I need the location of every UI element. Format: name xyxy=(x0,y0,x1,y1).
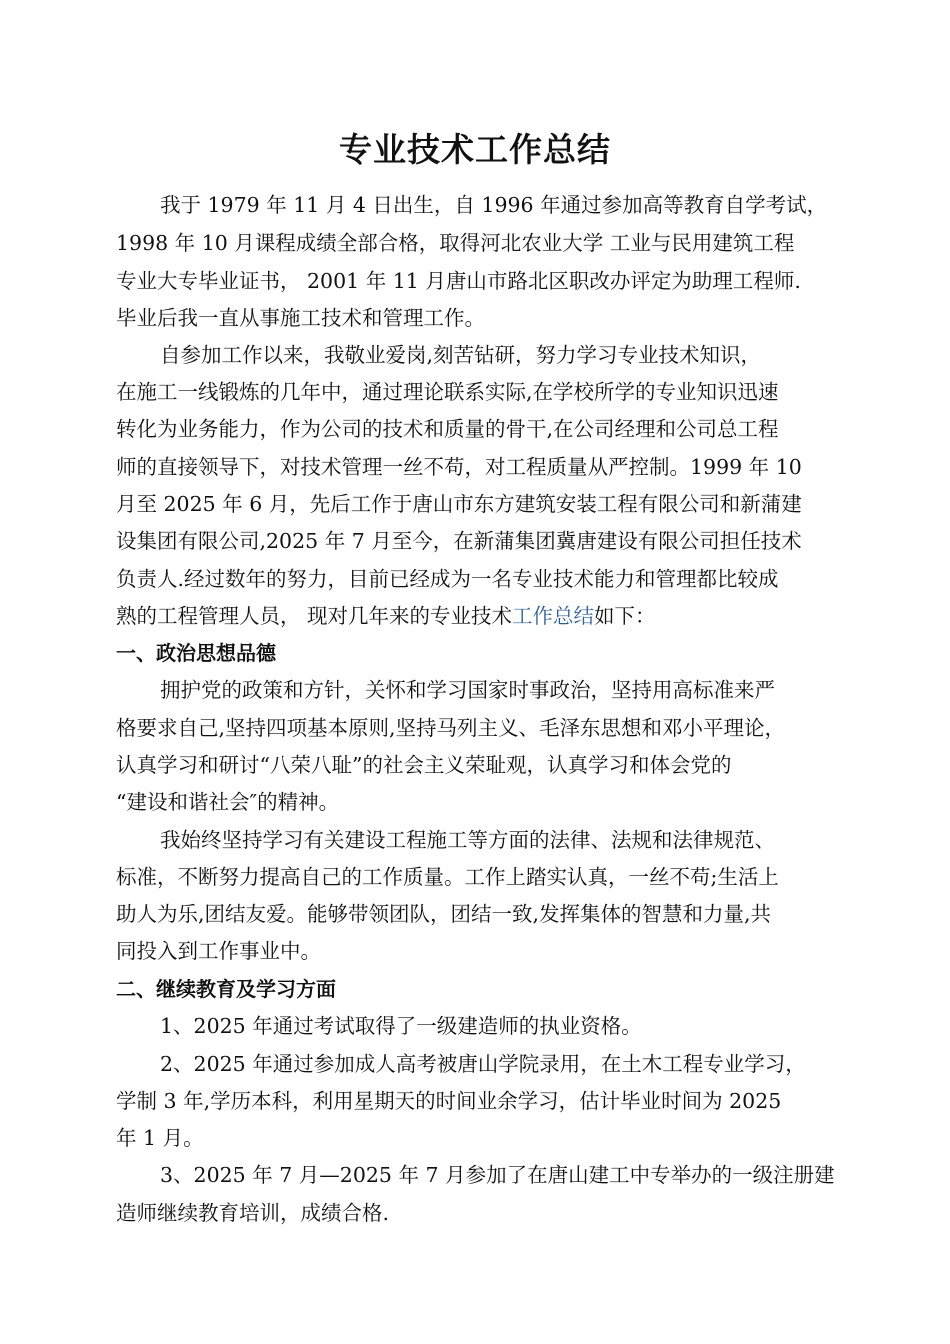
paragraph-line: 我始终坚持学习有关建设工程施工等方面的法律、法规和法律规范、 xyxy=(160,828,775,852)
list-item: 2、2025 年通过参加成人高考被唐山学院录用，在土木工程专业学习， xyxy=(160,1052,806,1076)
work-summary-link[interactable]: 工作总结 xyxy=(512,604,595,628)
paragraph-line: 毕业后我一直从事施工技术和管理工作。 xyxy=(116,306,485,330)
paragraph-line: 格要求自己,坚持四项基本原则,坚持马列主义、毛泽东思想和邓小平理论， xyxy=(116,716,786,740)
paragraph-line: 认真学习和研讨“八荣八耻”的社会主义荣耻观，认真学习和体会党的 xyxy=(116,753,732,777)
paragraph-line xyxy=(116,601,856,631)
paragraph-line: 转化为业务能力，作为公司的技术和质量的骨干,在公司经理和公司总工程 xyxy=(116,417,779,441)
paragraph-line: 专业大专毕业证书， 2001 年 11 月唐山市路北区职改办评定为助理工程师. xyxy=(116,269,801,293)
section-heading: 一、政治思想品德 xyxy=(116,641,276,665)
list-item-continued: 学制 3 年,学历本科，利用星期天的时间业余学习，估计毕业时间为 2025 xyxy=(116,1089,782,1113)
paragraph-line: 助人为乐,团结友爱。能够带领团队，团结一致,发挥集体的智慧和力量,共 xyxy=(116,902,772,926)
paragraph-line: 自参加工作以来，我敬业爱岗,刻苦钻研，努力学习专业技术知识， xyxy=(160,343,762,367)
section-heading: 二、继续教育及学习方面 xyxy=(116,977,336,1001)
paragraph-text: 熟的工程管理人员， 现对几年来的专业技术 xyxy=(116,604,513,628)
list-item-continued: 年 1 月。 xyxy=(116,1126,204,1150)
paragraph-line: 在施工一线锻炼的几年中，通过理论联系实际,在学校所学的专业知识迅速 xyxy=(116,380,779,404)
page-title: 专业技术工作总结 xyxy=(339,130,611,169)
paragraph-line: 1998 年 10 月课程成绩全部合格，取得河北农业大学 工业与民用建筑工程 xyxy=(116,231,795,255)
paragraph-text: 如下： xyxy=(594,604,656,628)
paragraph-line: “建设和谐社会″的精神。 xyxy=(116,790,340,814)
paragraph-line: 设集团有限公司,2025 年 7 月至今，在新蒲集团冀唐建设有限公司担任技术 xyxy=(116,529,802,553)
list-item-continued: 造师继续教育培训，成绩合格. xyxy=(116,1201,390,1225)
list-item: 1、2025 年通过考试取得了一级建造师的执业资格。 xyxy=(160,1014,642,1038)
paragraph-line: 我于 1979 年 11 月 4 日出生，自 1996 年通过参加高等教育自学考试， xyxy=(160,193,828,217)
paragraph-line: 同投入到工作事业中。 xyxy=(116,939,321,963)
paragraph-line: 月至 2025 年 6 月，先后工作于唐山市东方建筑安装工程有限公司和新蒲建 xyxy=(116,492,802,516)
paragraph-line: 师的直接领导下，对技术管理一丝不苟，对工程质量从严控制。1999 年 10 xyxy=(116,455,802,479)
paragraph-line: 标准，不断努力提高自己的工作质量。工作上踏实认真，一丝不苟;生活上 xyxy=(116,865,779,889)
list-item: 3、2025 年 7 月—2025 年 7 月参加了在唐山建工中专举办的一级注册建 xyxy=(160,1163,835,1187)
paragraph-line: 拥护党的政策和方针，关怀和学习国家时事政治，坚持用高标准来严 xyxy=(160,678,775,702)
paragraph-line: 负责人.经过数年的努力，目前已经成为一名专业技术能力和管理都比较成 xyxy=(116,567,779,591)
